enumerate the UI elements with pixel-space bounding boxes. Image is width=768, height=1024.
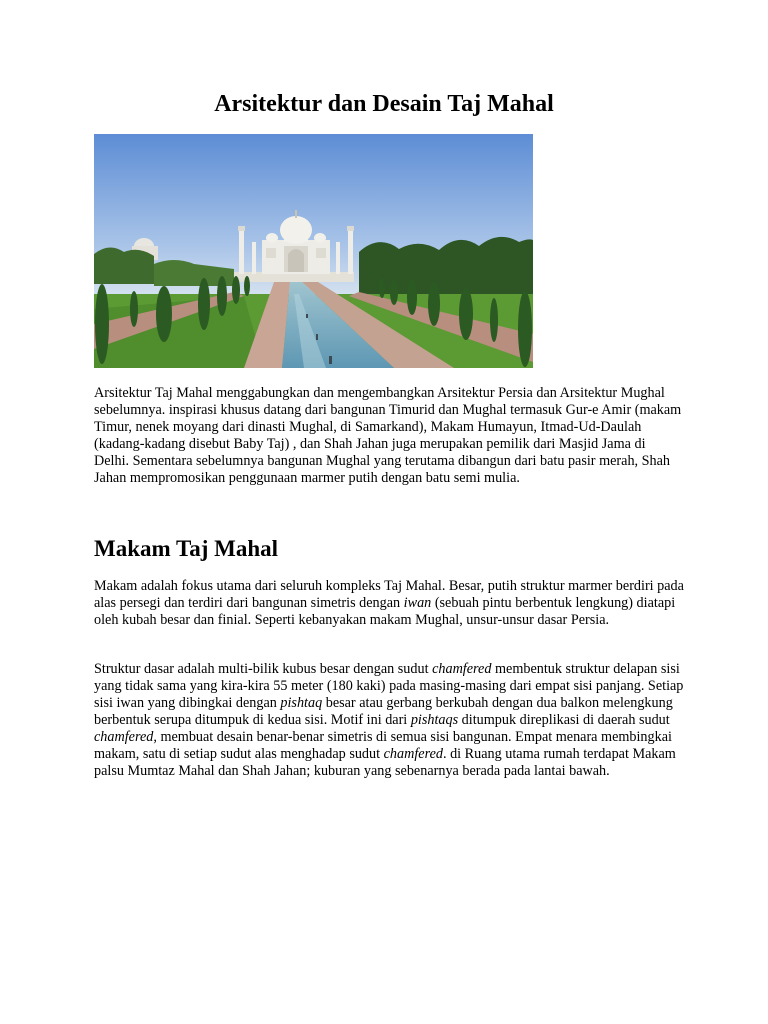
tomb-paragraph-1 bbox=[94, 578, 684, 629]
italic-term: chamfered bbox=[383, 746, 443, 762]
text-run: , membuat desain benar-benar simetris di semua sisi bangunan. Empat menara membingkai makam, satu di setiap sudut alas menghadap sudut bbox=[94, 729, 672, 762]
text-run: (sebuah pintu berbentuk lengkung) diatapi oleh kubah besar dan finial. Seperti kebanyakan makam Mughal, unsur-unsur dasar Persia. bbox=[94, 595, 676, 628]
text-run: . di Ruang utama rumah terdapat Makam palsu Mumtaz Mahal dan Shah Jahan; kuburan yang sebenarnya berada pada lantai bawah. bbox=[94, 746, 676, 779]
text-run: Struktur dasar adalah multi-bilik kubus besar dengan sudut bbox=[94, 661, 433, 677]
text-run: membentuk struktur delapan sisi yang tidak sama yang kira-kira 55 meter (180 kaki) pada masing-masing dari empat sisi panjang. Setiap sisi iwan yang dibingkai dengan bbox=[94, 661, 684, 711]
section-heading: Makam Taj Mahal bbox=[94, 536, 279, 561]
text-run: besar atau gerbang berkubah dengan dua balkon melengkung berbentuk serupa ditumpuk di kedua sisi. Motif ini dari bbox=[94, 695, 673, 728]
intro-paragraph: Arsitektur Taj Mahal menggabungkan dan mengembangkan Arsitektur Persia dan Arsitektur Mughal sebelumnya. inspirasi khusus datang dari bangunan Timurid dan Mughal termasuk Gur-e Amir (makam Timur, nenek moyang dari dinasti Mughal, di Samarkand), Makam Humayun, Itmad-Ud-Daulah (kadang-kadang disebut Baby Taj) , dan Shah Jahan juga merupakan pemilik dari Masjid Jama di Delhi. Sementara sebelumnya bangunan Mughal yang terutama dibangun dari batu pasir merah, Shah Jahan mempromosikan penggunaan marmer putih dengan batu semi mulia. bbox=[94, 385, 682, 486]
italic-term: iwan bbox=[403, 595, 432, 611]
tomb-paragraph-2 bbox=[94, 661, 684, 780]
text-run: Makam adalah fokus utama dari seluruh kompleks Taj Mahal. Besar, putih struktur marmer berdiri pada alas persegi dan terdiri dari bangunan simetris dengan bbox=[94, 578, 684, 611]
italic-term: pishtaqs bbox=[410, 712, 459, 728]
taj-mahal-photo bbox=[94, 134, 533, 368]
italic-term: chamfered bbox=[94, 729, 154, 745]
italic-term: pishtaq bbox=[280, 695, 323, 711]
text-run: ditumpuk direplikasi di daerah sudut bbox=[458, 712, 670, 728]
page-title: Arsitektur dan Desain Taj Mahal bbox=[214, 91, 554, 117]
italic-term: chamfered bbox=[432, 661, 492, 677]
